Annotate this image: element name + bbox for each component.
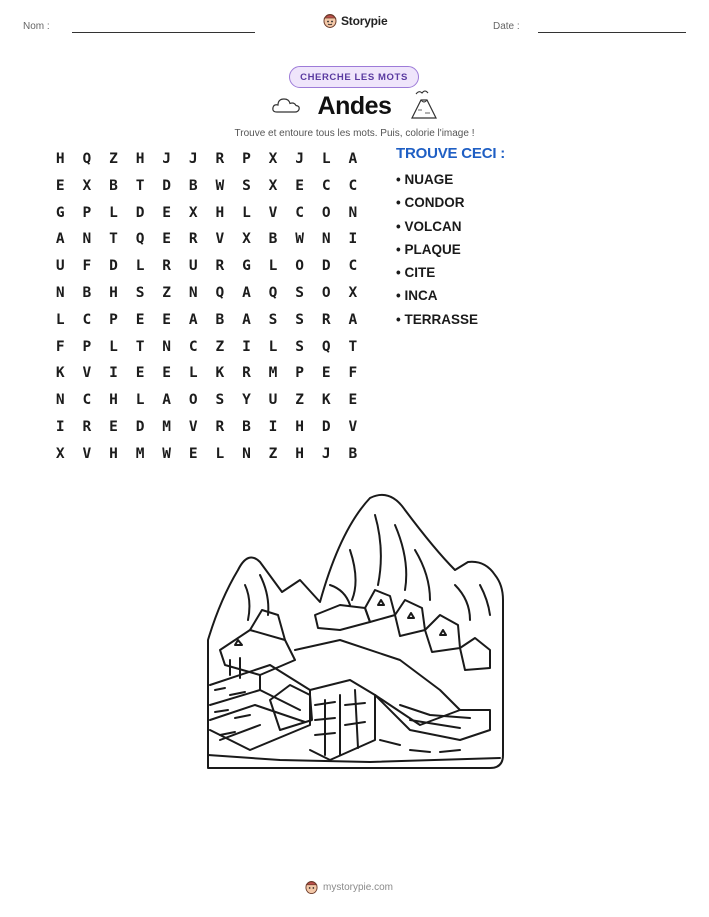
grid-cell[interactable]: I	[348, 231, 358, 248]
grid-cell[interactable]: S	[295, 284, 304, 301]
grid-cell[interactable]: L	[268, 258, 278, 275]
word-item: • CONDOR	[396, 195, 465, 211]
grid-cell[interactable]: F	[82, 258, 92, 275]
grid-cell[interactable]: H	[109, 392, 118, 409]
grid-cell[interactable]: Q	[268, 284, 278, 301]
grid-cell[interactable]: Q	[215, 284, 225, 301]
date-line[interactable]	[538, 32, 686, 33]
grid-cell[interactable]: H	[109, 445, 118, 462]
grid-cell[interactable]: E	[135, 365, 145, 382]
grid-cell[interactable]: S	[268, 311, 278, 328]
grid-cell[interactable]: D	[162, 177, 172, 194]
grid-cell[interactable]: N	[188, 284, 198, 301]
grid-cell[interactable]: M	[135, 445, 145, 462]
grid-cell[interactable]: K	[321, 392, 331, 409]
grid-cell[interactable]: N	[242, 445, 251, 462]
grid-cell[interactable]: G	[55, 204, 65, 221]
grid-cell[interactable]: R	[215, 151, 225, 167]
grid-cell[interactable]: V	[188, 418, 198, 435]
grid-cell[interactable]: P	[82, 338, 92, 355]
grid-cell[interactable]: E	[135, 311, 145, 328]
grid-cell[interactable]: A	[348, 151, 358, 167]
grid-cell[interactable]: D	[135, 418, 145, 435]
grid-cell[interactable]: S	[135, 284, 145, 301]
grid-cell[interactable]: E	[321, 365, 331, 382]
grid-cell[interactable]: B	[215, 311, 225, 328]
grid-cell[interactable]: C	[295, 204, 304, 221]
grid-cell[interactable]: L	[135, 258, 145, 275]
grid-cell[interactable]: D	[135, 204, 145, 221]
grid-cell[interactable]: P	[82, 204, 92, 221]
grid-cell[interactable]: X	[268, 177, 278, 194]
grid-cell[interactable]: L	[55, 311, 65, 328]
grid-cell[interactable]: D	[321, 418, 331, 435]
grid-cell[interactable]: G	[242, 258, 251, 275]
grid-cell[interactable]: W	[215, 177, 225, 194]
grid-cell[interactable]: T	[109, 231, 118, 248]
grid-cell[interactable]: C	[82, 311, 92, 328]
grid-cell[interactable]: N	[55, 392, 65, 409]
machu-picchu-illustration[interactable]	[200, 490, 510, 775]
grid-cell[interactable]: V	[268, 204, 278, 221]
grid-cell[interactable]: R	[215, 418, 225, 435]
grid-cell[interactable]: K	[55, 365, 65, 382]
name-line[interactable]	[72, 32, 255, 33]
grid-cell[interactable]: I	[268, 418, 278, 435]
grid-cell[interactable]: I	[242, 338, 251, 355]
grid-cell[interactable]: E	[162, 231, 172, 248]
grid-cell[interactable]: C	[188, 338, 198, 355]
grid-cell[interactable]: Q	[135, 231, 145, 248]
grid-cell[interactable]: A	[242, 311, 251, 328]
grid-cell[interactable]: E	[109, 418, 118, 435]
grid-cell[interactable]: A	[162, 392, 172, 409]
grid-cell[interactable]: E	[295, 177, 304, 194]
grid-cell[interactable]: A	[242, 284, 251, 301]
grid-cell[interactable]: E	[188, 445, 198, 462]
grid-cell[interactable]: J	[321, 445, 331, 462]
volcano-icon	[410, 88, 438, 120]
grid-cell[interactable]: X	[188, 204, 198, 221]
grid-cell[interactable]: V	[82, 365, 92, 382]
grid-cell[interactable]: O	[295, 258, 304, 275]
grid-cell[interactable]: T	[348, 338, 358, 355]
grid-cell[interactable]: S	[242, 177, 251, 194]
grid-cell[interactable]: H	[135, 151, 145, 167]
grid-cell[interactable]: Z	[162, 284, 172, 301]
grid-cell[interactable]: R	[242, 365, 251, 382]
grid-cell[interactable]: Z	[268, 445, 278, 462]
grid-cell[interactable]: L	[135, 392, 145, 409]
grid-cell[interactable]: R	[162, 258, 172, 275]
grid-cell[interactable]: S	[295, 338, 304, 355]
grid-cell[interactable]: M	[268, 365, 278, 382]
grid-cell[interactable]: C	[348, 258, 358, 275]
grid-cell[interactable]: E	[55, 177, 65, 194]
grid-cell[interactable]: C	[82, 392, 92, 409]
grid-cell[interactable]: B	[109, 177, 118, 194]
grid-cell[interactable]: A	[348, 311, 358, 328]
grid-cell[interactable]: V	[348, 418, 358, 435]
grid-cell[interactable]: B	[188, 177, 198, 194]
grid-cell[interactable]: O	[321, 284, 331, 301]
grid-cell[interactable]: N	[82, 231, 92, 248]
grid-cell[interactable]: E	[162, 204, 172, 221]
grid-cell[interactable]: U	[55, 258, 65, 275]
word-item: • VOLCAN	[396, 218, 462, 234]
grid-cell[interactable]: E	[162, 365, 172, 382]
grid-cell[interactable]: L	[321, 151, 331, 167]
word-item: • TERRASSE	[396, 311, 478, 327]
word-item: • CITE	[396, 265, 436, 281]
grid-cell[interactable]: D	[109, 258, 118, 275]
grid-cell[interactable]: B	[348, 445, 358, 462]
grid-cell[interactable]: Q	[82, 151, 92, 167]
grid-cell[interactable]: Z	[295, 392, 304, 409]
grid-cell[interactable]: R	[82, 418, 92, 435]
grid-cell[interactable]: B	[242, 418, 251, 435]
grid-cell[interactable]: A	[55, 231, 65, 248]
grid-cell[interactable]: A	[188, 311, 198, 328]
brand	[323, 13, 387, 29]
grid-cell[interactable]: B	[82, 284, 92, 301]
grid-cell[interactable]: Z	[215, 338, 225, 355]
grid-cell[interactable]: S	[215, 392, 225, 409]
grid-cell[interactable]: L	[109, 338, 118, 355]
grid-cell[interactable]: K	[215, 365, 225, 382]
grid-cell[interactable]: X	[242, 231, 251, 248]
grid-cell[interactable]: L	[215, 445, 225, 462]
grid-cell[interactable]: T	[135, 177, 145, 194]
grid-cell[interactable]: E	[348, 392, 358, 409]
footer-url: mystorypie.com	[323, 882, 394, 893]
word-item: • PLAQUE	[396, 241, 461, 257]
grid-cell[interactable]: V	[215, 231, 225, 248]
grid-cell[interactable]: N	[55, 284, 65, 301]
grid-cell[interactable]: Q	[321, 338, 331, 355]
page-title: Andes	[317, 92, 392, 120]
grid-cell[interactable]: J	[295, 151, 304, 167]
grid-cell[interactable]: H	[215, 204, 225, 221]
grid-cell[interactable]: I	[109, 365, 118, 382]
grid-cell[interactable]: W	[295, 231, 304, 248]
grid-cell[interactable]: P	[295, 365, 304, 382]
grid-cell[interactable]: R	[188, 231, 198, 248]
grid-cell[interactable]: W	[162, 445, 172, 462]
grid-cell[interactable]: U	[268, 392, 278, 409]
grid-cell[interactable]: E	[162, 311, 172, 328]
grid-cell[interactable]: H	[295, 445, 304, 462]
grid-cell[interactable]: H	[55, 151, 65, 167]
activity-badge: CHERCHE LES MOTS	[289, 66, 419, 88]
grid-cell[interactable]: D	[321, 258, 331, 275]
grid-cell[interactable]: X	[348, 284, 358, 301]
grid-cell[interactable]: U	[188, 258, 198, 275]
grid-cell[interactable]: X	[268, 151, 278, 167]
grid-cell[interactable]: C	[348, 177, 358, 194]
grid-cell[interactable]: V	[82, 445, 92, 462]
grid-cell[interactable]: S	[295, 311, 304, 328]
word-item: • NUAGE	[396, 172, 454, 187]
grid-cell[interactable]: O	[188, 392, 198, 409]
grid-cell[interactable]: N	[321, 231, 331, 248]
grid-cell[interactable]: O	[321, 204, 331, 221]
grid-cell[interactable]: Z	[109, 151, 118, 167]
grid-cell[interactable]: J	[188, 151, 198, 167]
date-label: Date :	[493, 21, 520, 32]
word-item: • INCA	[396, 288, 438, 304]
grid-cell[interactable]: H	[295, 418, 304, 435]
word-list-title: TROUVE CECI :	[396, 145, 506, 162]
grid-cell[interactable]: X	[82, 177, 92, 194]
grid-cell[interactable]: X	[55, 445, 65, 462]
grid-cell[interactable]: F	[55, 338, 65, 355]
grid-cell[interactable]: L	[268, 338, 278, 355]
grid-cell[interactable]: T	[135, 338, 145, 355]
grid-cell[interactable]: R	[215, 258, 225, 275]
grid-cell[interactable]: P	[109, 311, 118, 328]
brand-name: Storypie	[341, 14, 388, 28]
grid-cell[interactable]: Y	[242, 392, 251, 409]
storypie-mascot-icon	[305, 880, 318, 895]
storypie-mascot-icon	[323, 13, 337, 29]
grid-cell[interactable]: I	[55, 418, 65, 435]
grid-cell[interactable]: C	[321, 177, 331, 194]
grid-cell[interactable]: N	[348, 204, 358, 221]
word-list	[396, 171, 478, 334]
grid-cell[interactable]: F	[348, 365, 358, 382]
grid-cell[interactable]: R	[321, 311, 331, 328]
grid-cell[interactable]: J	[162, 151, 172, 167]
grid-cell[interactable]: B	[268, 231, 278, 248]
grid-cell[interactable]: L	[109, 204, 118, 221]
grid-cell[interactable]: L	[242, 204, 251, 221]
grid-cell[interactable]: L	[188, 365, 198, 382]
footer	[305, 880, 393, 895]
grid-cell[interactable]: N	[162, 338, 172, 355]
word-search-grid[interactable]	[47, 146, 367, 468]
name-label: Nom :	[23, 21, 50, 32]
grid-cell[interactable]: M	[162, 418, 172, 435]
grid-cell[interactable]: P	[242, 151, 251, 167]
instruction-text: Trouve et entoure tous les mots. Puis, colorie l'image !	[234, 128, 475, 139]
grid-cell[interactable]: H	[109, 284, 118, 301]
